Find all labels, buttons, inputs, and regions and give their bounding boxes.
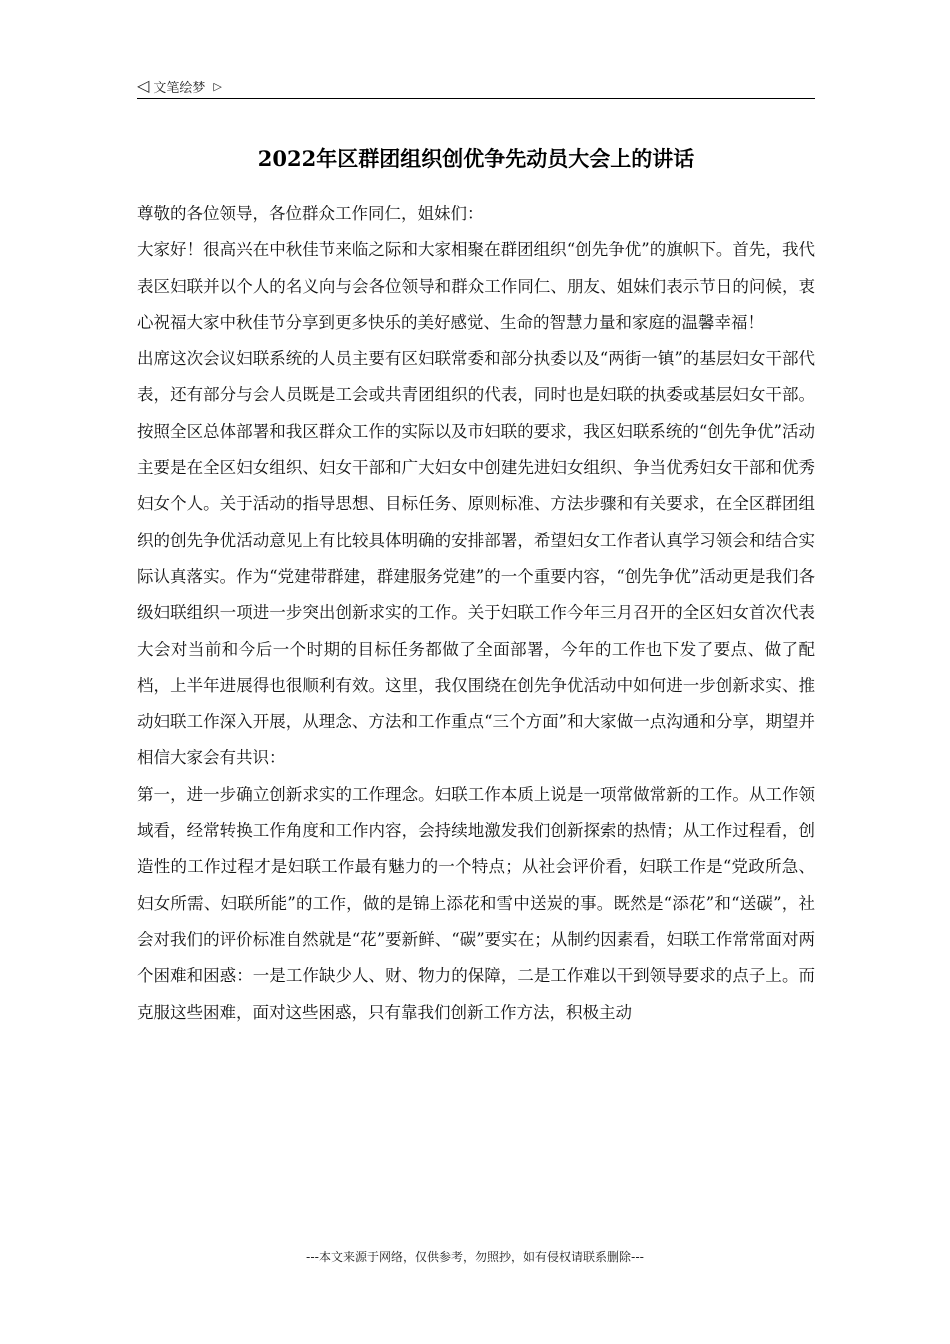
- header-divider: [137, 98, 815, 99]
- page-footer: ---本文来源于网络，仅供参考，勿照抄，如有侵权请联系删除---: [306, 1250, 644, 1264]
- triangle-left-icon: ◁: [137, 76, 150, 95]
- page-header: [137, 74, 815, 98]
- paragraph-first-point: 第一，进一步确立创新求实的工作理念。妇联工作本质上说是一项常做常新的工作。从工作领域看，经常转换工作角度和工作内容，会持续地激发我们创新探索的热情；从工作过程看，创造性的工作过程才是妇联工作最有魅力的一个特点；从社会评价看，妇联工作是“党政所急、妇女所需、妇联所能”的工作，做的是锦上添花和雪中送炭的事。既然是“添花”和“送碳”，社会对我们的评价标准自然就是“花”要新鲜、“碳”要实在；从制约因素看，妇联工作常常面对两个困难和困惑：一是工作缺少人、财、物力的保障，二是工作难以干到领导要求的点子上。而克服这些困难，面对这些困惑，只有靠我们创新工作方法，积极主动: [137, 784, 815, 1022]
- paragraph-salutation: 尊敬的各位领导，各位群众工作同仁，姐妹们：: [137, 204, 484, 223]
- document-title: 2022年区群团组织创优争先动员大会上的讲话: [257, 146, 695, 171]
- paragraph-greeting: 大家好！很高兴在中秋佳节来临之际和大家相聚在群团组织“创先争优”的旗帜下。首先，我代表区妇联并以个人的名义向与会各位领导和群众工作同仁、朋友、姐妹们表示节日的问候，衷心祝福大家中秋佳节分享到更多快乐的美好感觉、生命的智慧力量和家庭的温馨幸福！: [137, 240, 815, 332]
- triangle-right-icon: ▷: [213, 79, 222, 93]
- brand-label: 文笔绘梦: [153, 80, 206, 96]
- paragraph-attendees: 出席这次会议妇联系统的人员主要有区妇联常委和部分执委以及“两街一镇”的基层妇女干部代表，还有部分与会人员既是工会或共青团组织的代表，同时也是妇联的执委或基层妇女干部。按照全区总体部署和我区群众工作的实际以及市妇联的要求，我区妇联系统的“创先争优”活动主要是在全区妇女组织、妇女干部和广大妇女中创建先进妇女组织、争当优秀妇女干部和优秀妇女个人。关于活动的指导思想、目标任务、原则标准、方法步骤和有关要求，在全区群团组织的创先争优活动意见上有比较具体明确的安排部署，希望妇女工作者认真学习领会和结合实际认真落实。作为“党建带群建，群建服务党建”的一个重要内容，“创先争优”活动更是我们各级妇联组织一项进一步突出创新求实的工作。关于妇联工作今年三月召开的全区妇女首次代表大会对当前和今后一个时期的目标任务都做了全面部署，今年的工作也下发了要点、做了配档，上半年进展得也很顺利有效。这里，我仅围绕在创先争优活动中如何进一步创新求实、推动妇联工作深入开展，从理念、方法和工作重点“三个方面”和大家做一点沟通和分享，期望并相信大家会有共识：: [137, 349, 815, 768]
- document-body: [137, 196, 815, 1031]
